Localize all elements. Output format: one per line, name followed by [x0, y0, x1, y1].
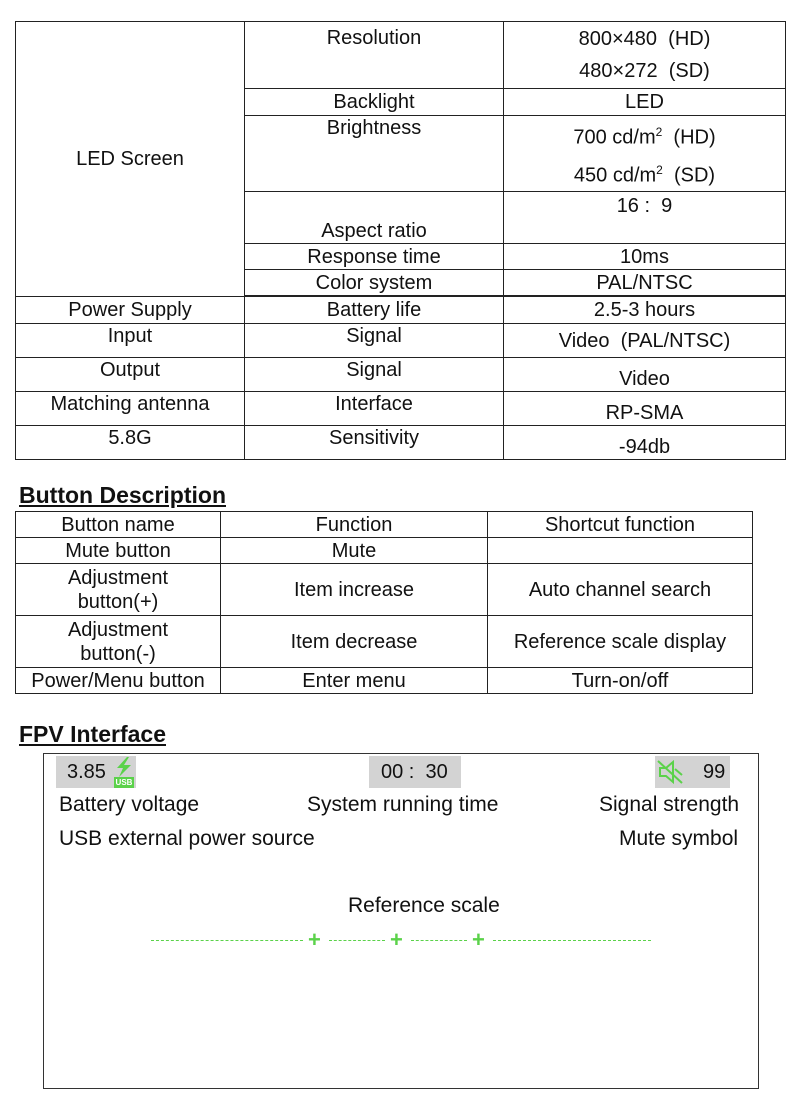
button-name-line2: button(-) — [80, 642, 156, 665]
header-function: Function — [221, 512, 488, 538]
response-label: Response time — [245, 244, 504, 270]
resolution-hd: 800×480 (HD) — [578, 28, 711, 50]
usb-icon: USB — [115, 778, 133, 787]
scale-marker: + — [390, 927, 403, 952]
battery-label: Battery life — [245, 297, 504, 324]
scale-segment — [329, 940, 385, 941]
time-value: 00 : 30 — [381, 761, 448, 783]
brightness-hd-value: 700 cd/m — [573, 126, 656, 149]
time-box — [369, 756, 461, 788]
brightness-sd-value: 450 cd/m — [573, 164, 657, 187]
power-supply-label: Power Supply — [16, 297, 245, 324]
button-shortcut: Auto channel search — [488, 564, 753, 616]
color-value: PAL/NTSC — [504, 270, 786, 296]
color-label: Color system — [245, 270, 504, 296]
input-value: Video (PAL/NTSC) — [504, 324, 786, 358]
output-value: Video — [504, 358, 786, 392]
button-name: Power/Menu button — [16, 668, 221, 694]
table-row — [16, 668, 753, 694]
resolution-sd: 480×272 (SD) — [579, 60, 710, 82]
button-function: Item increase — [221, 564, 488, 616]
response-value: 10ms — [504, 244, 786, 270]
brightness-label: Brightness — [245, 116, 504, 192]
button-function: Mute — [221, 538, 488, 564]
voltage-box — [56, 756, 136, 788]
interface-label: Interface — [245, 392, 504, 426]
input-label: Input — [16, 324, 245, 358]
lightning-icon — [113, 757, 135, 777]
button-function: Item decrease — [221, 616, 488, 668]
button-name-line1: Adjustment — [67, 618, 169, 641]
signal-value: 99 — [703, 761, 726, 783]
button-name-line2: button(+) — [77, 590, 159, 613]
table-row — [16, 538, 753, 564]
band-label: 5.8G — [16, 426, 245, 460]
led-screen-cell — [16, 22, 245, 297]
aspect-label: Aspect ratio — [245, 192, 504, 244]
button-name: Mute button — [16, 538, 221, 564]
scale-segment — [151, 940, 303, 941]
backlight-value: LED — [504, 89, 786, 116]
button-shortcut: Turn-on/off — [488, 668, 753, 694]
led-screen-label: LED Screen — [76, 148, 184, 171]
input-signal: Signal — [245, 324, 504, 358]
table-row — [16, 564, 753, 616]
brightness-hd-sup: 2 — [655, 125, 663, 139]
sensitivity-label: Sensitivity — [245, 426, 504, 460]
reference-scale — [151, 927, 651, 952]
aspect-value: 16 : 9 — [504, 192, 786, 244]
brightness-values — [504, 116, 786, 192]
running-time-label: System running time — [307, 793, 499, 816]
button-name-line1: Adjustment — [67, 566, 169, 589]
fpv-screen — [43, 753, 759, 1089]
antenna-label: Matching antenna — [16, 392, 245, 426]
voltage-value: 3.85 — [67, 761, 106, 783]
mute-speaker-icon — [656, 759, 684, 785]
usb-power-label: USB external power source — [59, 827, 315, 850]
output-signal: Signal — [245, 358, 504, 392]
header-shortcut: Shortcut function — [488, 512, 753, 538]
button-shortcut — [488, 538, 753, 564]
brightness-sd — [504, 154, 785, 192]
interface-value: RP-SMA — [504, 392, 786, 426]
button-table — [15, 511, 753, 694]
brightness-hd — [504, 116, 785, 154]
scale-marker: + — [308, 927, 321, 952]
header-button-name: Button name — [16, 512, 221, 538]
scale-segment — [411, 940, 467, 941]
scale-segment — [493, 940, 651, 941]
output-label: Output — [16, 358, 245, 392]
brightness-hd-mode: (HD) — [662, 126, 716, 149]
button-name — [16, 564, 221, 616]
mute-symbol-label: Mute symbol — [619, 827, 739, 850]
backlight-label: Backlight — [245, 89, 504, 116]
button-name — [16, 616, 221, 668]
signal-strength-label: Signal strength — [599, 793, 740, 816]
battery-voltage-label: Battery voltage — [59, 793, 200, 816]
brightness-sd-sup: 2 — [656, 162, 663, 177]
table-row — [16, 616, 753, 668]
button-shortcut: Reference scale display — [488, 616, 753, 668]
signal-box — [655, 756, 730, 788]
button-function: Enter menu — [221, 668, 488, 694]
resolution-values — [504, 22, 786, 89]
fpv-section-title: FPV Interface — [19, 721, 166, 747]
resolution-label: Resolution — [245, 22, 504, 89]
spec-table — [15, 21, 786, 460]
sensitivity-value: -94db — [504, 426, 786, 460]
reference-scale-label: Reference scale — [348, 894, 500, 917]
battery-value: 2.5-3 hours — [504, 297, 786, 324]
button-section-title: Button Description — [19, 482, 226, 508]
scale-marker: + — [472, 927, 485, 952]
brightness-sd-mode: (SD) — [662, 164, 716, 187]
